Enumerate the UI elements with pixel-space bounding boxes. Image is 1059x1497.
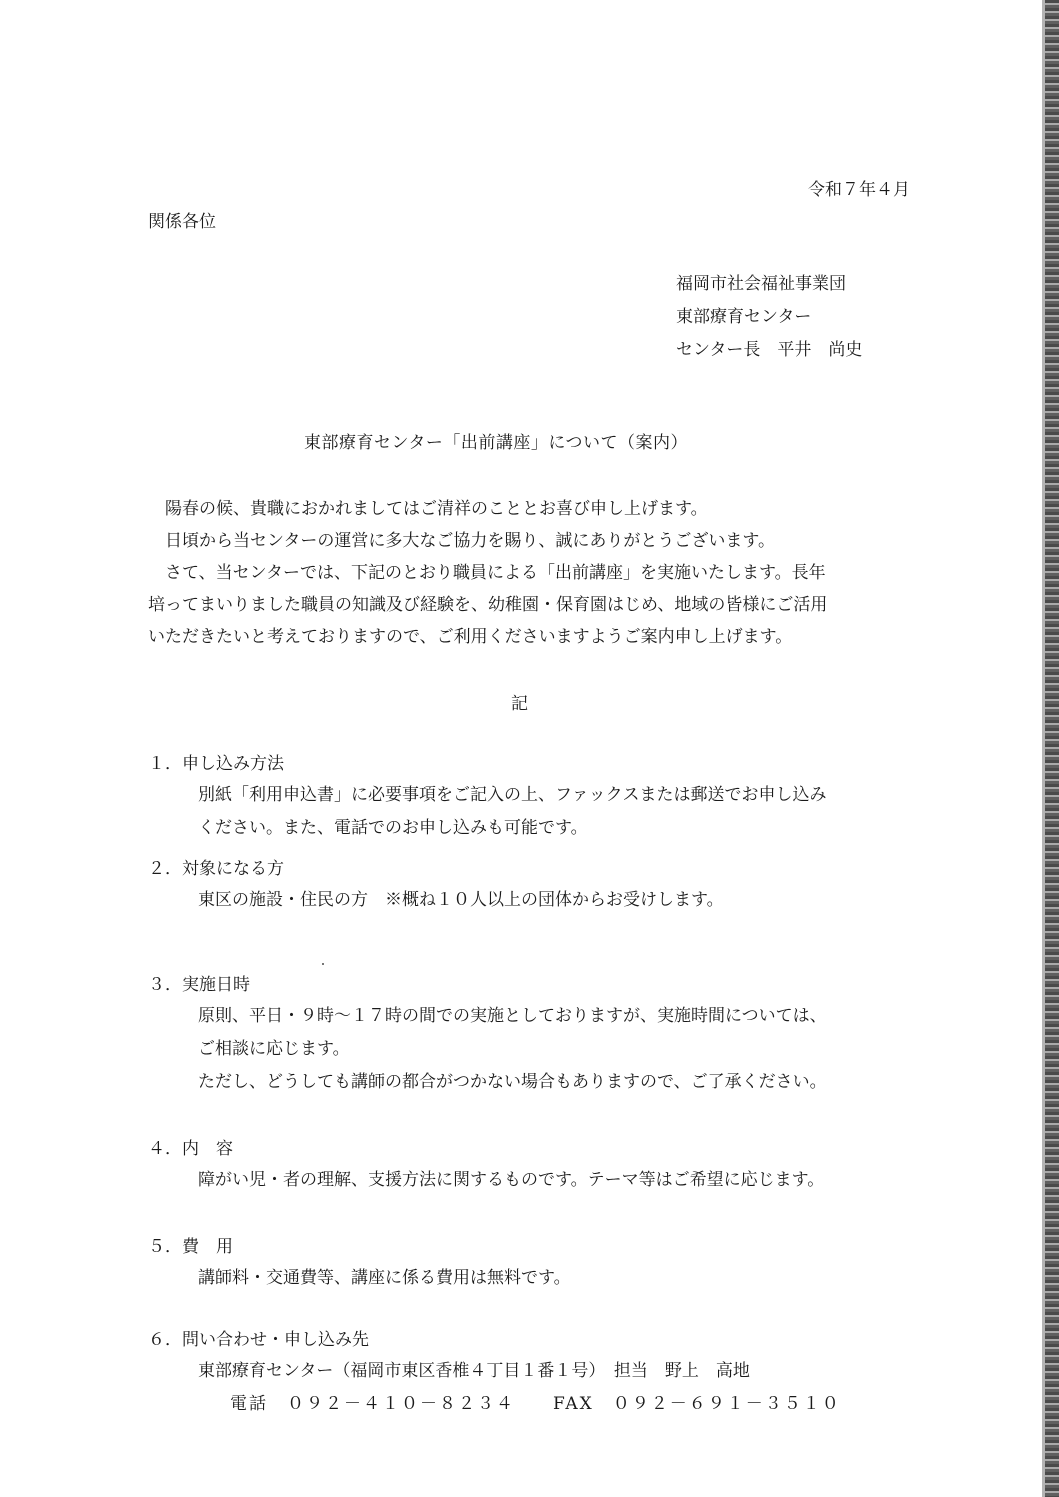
section-application-method xyxy=(148,749,908,845)
ki-heading: 記 xyxy=(511,694,528,714)
document-title: 東部療育センター「出前講座」について（案内） xyxy=(304,433,688,453)
intro-line: 培ってまいりました職員の知識及び経験を、幼稚園・保育園はじめ、地域の皆様にご活用 xyxy=(148,595,828,615)
intro-line: いただきたいと考えておりますので、ご利用くださいますようご案内申し上げます。 xyxy=(148,627,793,647)
section-heading: ５．費 用 xyxy=(148,1237,233,1257)
section-target xyxy=(148,854,908,917)
section-heading: ４．内 容 xyxy=(148,1139,233,1159)
intro-paragraph xyxy=(148,493,900,653)
section-line: ご相談に応じます。 xyxy=(198,1039,350,1059)
addressee: 関係各位 xyxy=(148,212,216,232)
section-line: ください。また、電話でのお申し込みも可能です。 xyxy=(198,818,588,838)
section-heading: １．申し込み方法 xyxy=(148,754,284,774)
intro-line: 日頃から当センターの運営に多大なご協力を賜り、誠にありがとうございます。 xyxy=(165,531,775,551)
scan-edge-line xyxy=(1042,0,1045,1497)
scan-edge-shadow xyxy=(1045,0,1059,1497)
sender-organization: 福岡市社会福祉事業団 xyxy=(676,274,846,294)
section-heading: ２．対象になる方 xyxy=(148,859,284,879)
scan-speck xyxy=(322,963,324,965)
section-content xyxy=(148,1134,908,1197)
section-schedule xyxy=(148,970,908,1099)
section-cost xyxy=(148,1232,908,1295)
sender-head: センター長 平井 尚史 xyxy=(676,340,863,360)
contact-phone-fax: 電話 ０９２－４１０－８２３４ FAX ０９２－６９１－３５１０ xyxy=(230,1394,841,1414)
sender-center: 東部療育センター xyxy=(676,307,812,327)
section-heading: ３．実施日時 xyxy=(148,975,250,995)
section-heading: ６．問い合わせ・申し込み先 xyxy=(148,1330,369,1350)
section-line: 原則、平日・９時～１７時の間での実施としておりますが、実施時間については、 xyxy=(198,1006,827,1026)
section-line: 東部療育センター（福岡市東区香椎４丁目１番１号） 担当 野上 高地 xyxy=(198,1361,750,1381)
section-line: 講師料・交通費等、講座に係る費用は無料です。 xyxy=(198,1268,571,1288)
section-line: ただし、どうしても講師の都合がつかない場合もありますので、ご了承ください。 xyxy=(198,1072,827,1092)
sender-block xyxy=(676,268,862,367)
intro-line: さて、当センターでは、下記のとおり職員による「出前講座」を実施いたします。長年 xyxy=(165,563,826,583)
section-contact xyxy=(148,1325,908,1421)
section-line: 別紙「利用申込書」に必要事項をご記入の上、ファックスまたは郵送でお申し込み xyxy=(198,785,827,805)
issue-date: 令和７年４月 xyxy=(808,180,910,200)
intro-line: 陽春の候、貴職におかれましてはご清祥のこととお喜び申し上げます。 xyxy=(165,499,708,519)
section-line: 障がい児・者の理解、支援方法に関するものです。テーマ等はご希望に応じます。 xyxy=(198,1170,825,1190)
section-line: 東区の施設・住民の方 ※概ね１０人以上の団体からお受けします。 xyxy=(198,890,724,910)
